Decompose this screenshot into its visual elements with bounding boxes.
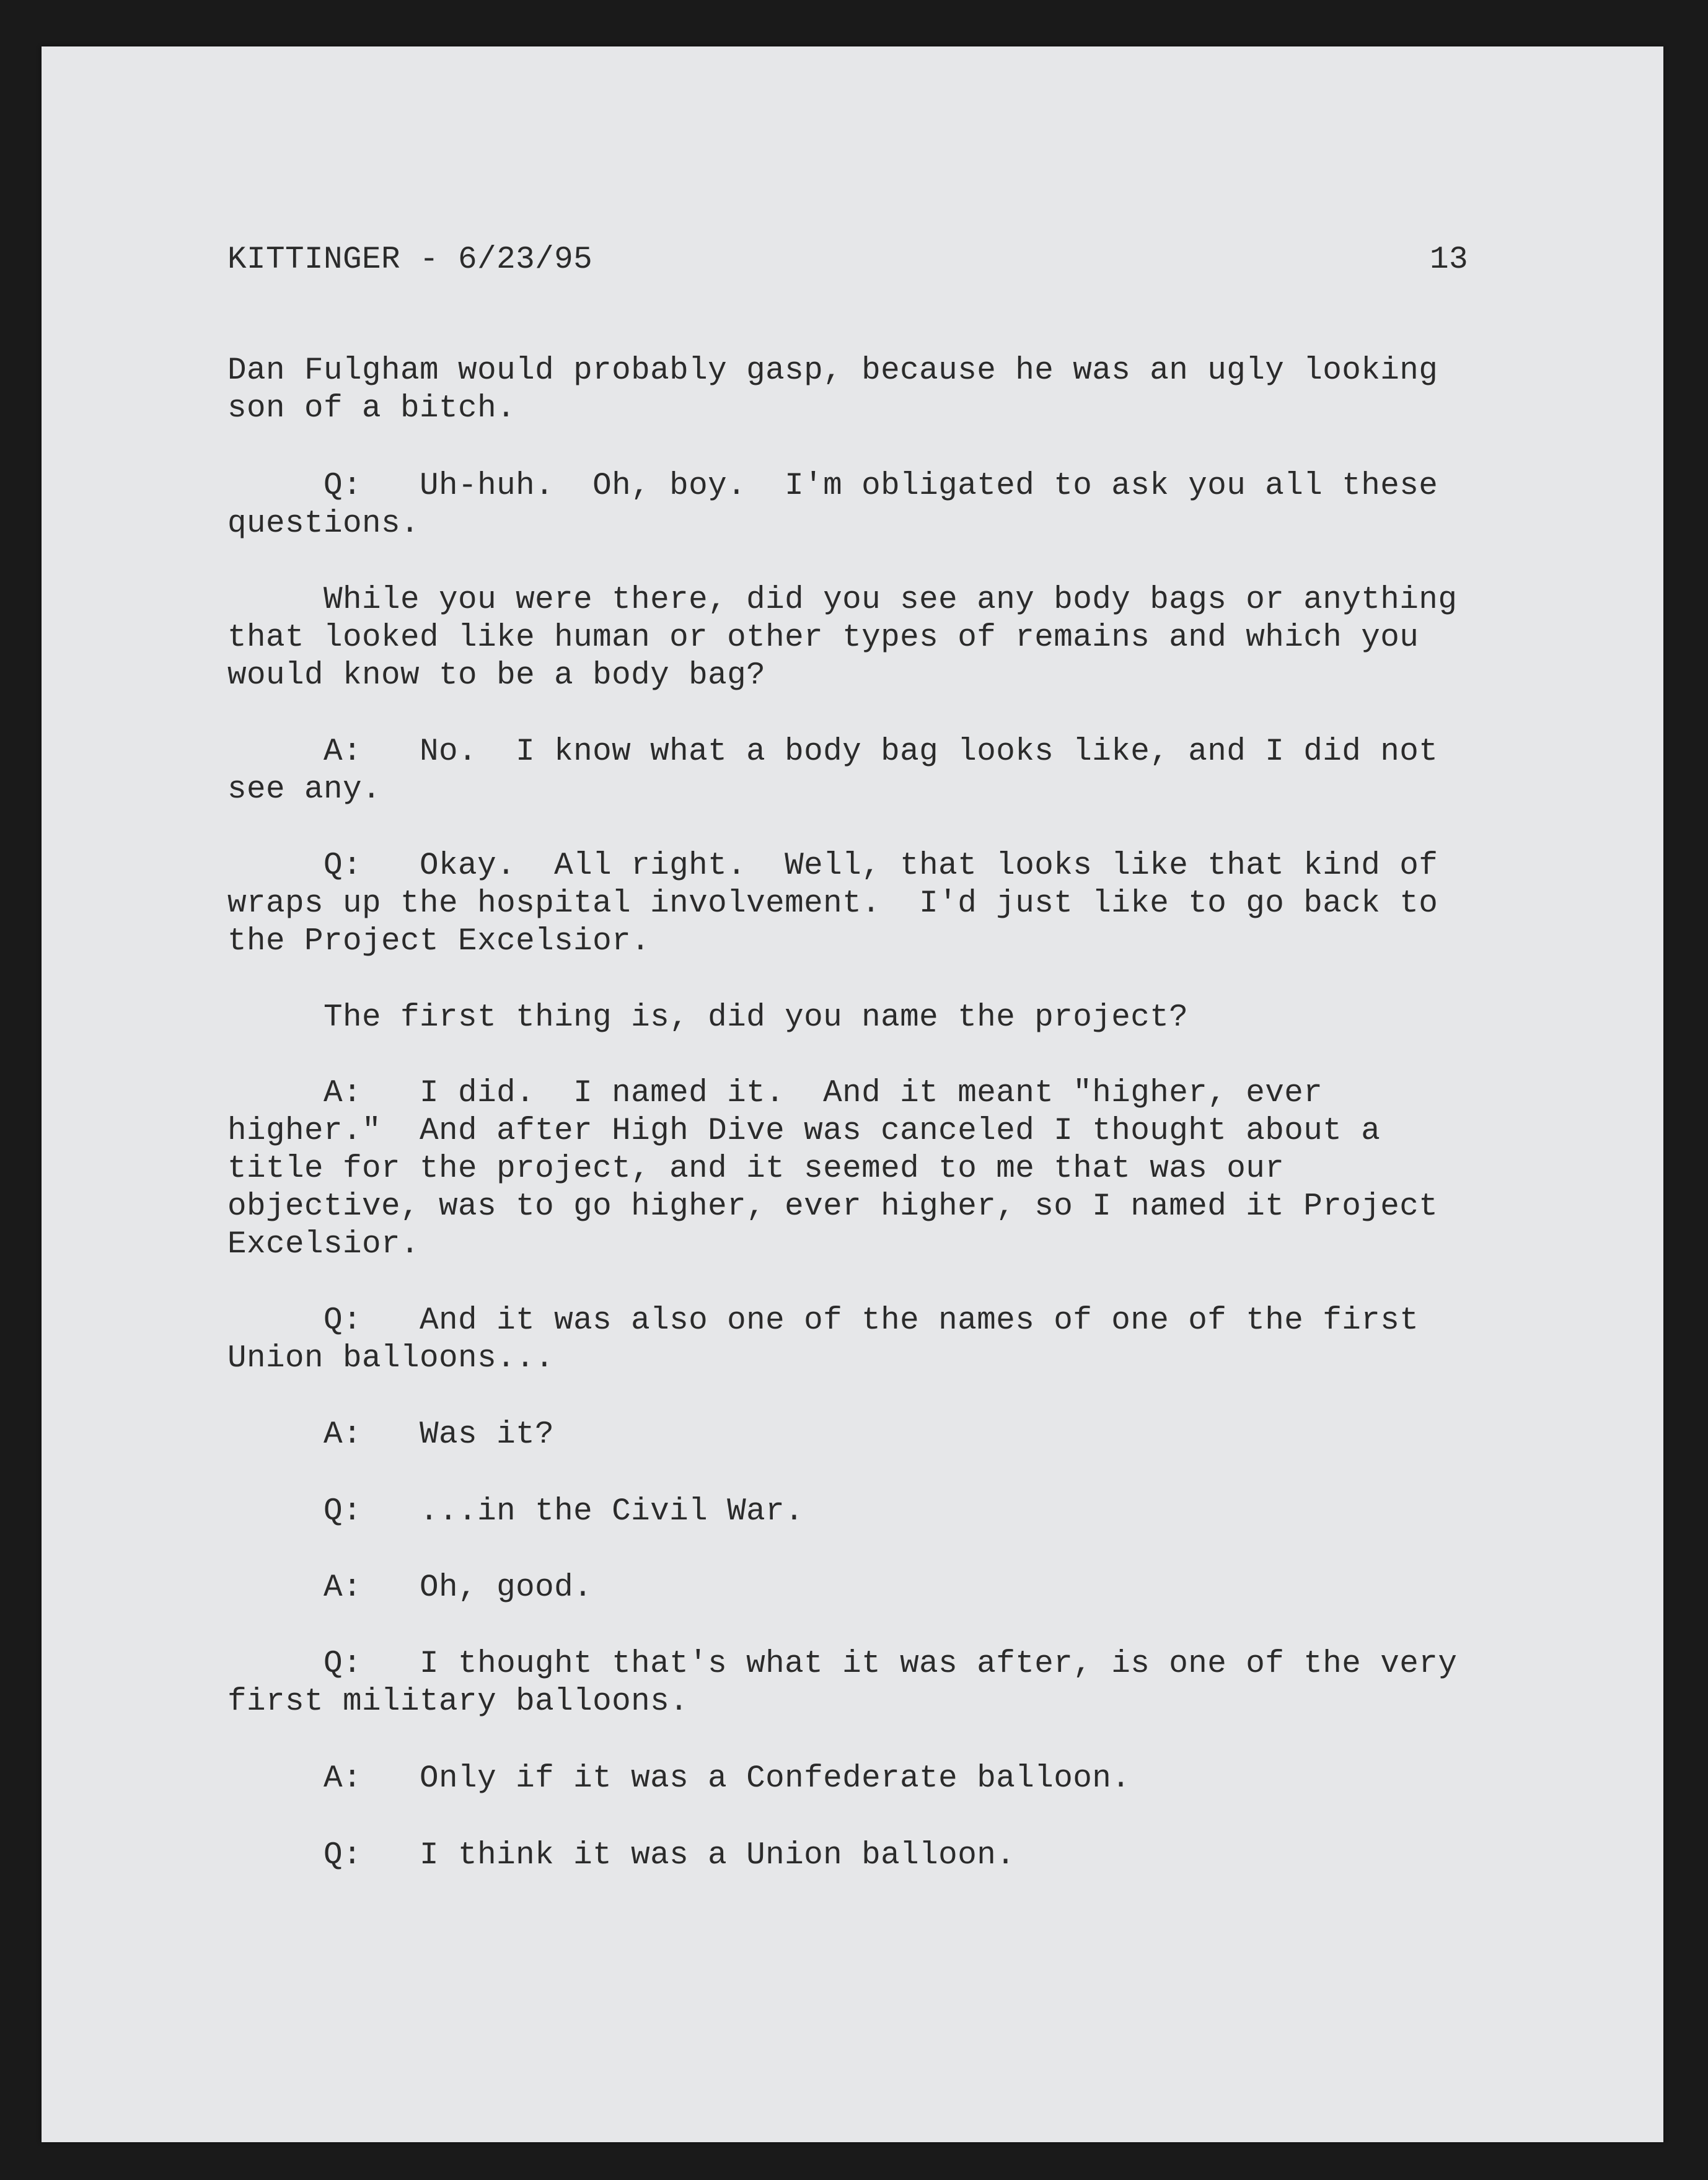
text-line: the Project Excelsior. — [227, 924, 651, 959]
text-line: see any. — [227, 772, 382, 807]
page-number: 13 — [1430, 242, 1469, 278]
text-line: Q: I thought that's what it was after, is one of the very — [227, 1646, 1458, 1682]
text-line: Q: ...in the Civil War. — [227, 1494, 804, 1529]
text-line: first military balloons. — [227, 1684, 689, 1720]
text-line: A: No. I know what a body bag looks like, and I did not — [227, 734, 1438, 770]
document-page — [42, 46, 1663, 2142]
text-line: son of a bitch. — [227, 391, 516, 426]
text-line: Q: Uh-huh. Oh, boy. I'm obligated to ask you all these — [227, 468, 1438, 504]
text-line: questions. — [227, 506, 420, 542]
text-line: A: Oh, good. — [227, 1570, 593, 1606]
text-line: Union balloons... — [227, 1341, 555, 1376]
text-line: A: Was it? — [227, 1417, 555, 1453]
text-line: The first thing is, did you name the project? — [227, 1000, 1189, 1035]
text-line: Excelsior. — [227, 1227, 420, 1262]
text-line: wraps up the hospital involvement. I'd just like to go back to — [227, 886, 1438, 921]
text-line: Q: Okay. All right. Well, that looks like that kind of — [227, 848, 1438, 884]
header-title: KITTINGER - 6/23/95 — [227, 242, 593, 278]
text-line: Q: And it was also one of the names of one of the first — [227, 1303, 1419, 1338]
text-line: objective, was to go higher, ever higher, so I named it Project — [227, 1189, 1438, 1224]
text-line: would know to be a body bag? — [227, 658, 766, 693]
text-line: A: Only if it was a Confederate balloon. — [227, 1761, 1131, 1796]
text-line: Dan Fulgham would probably gasp, because he was an ugly looking — [227, 353, 1438, 389]
text-line: Q: I think it was a Union balloon. — [227, 1838, 1016, 1873]
text-line: A: I did. I named it. And it meant "higher, ever — [227, 1076, 1323, 1111]
text-line: title for the project, and it seemed to me that was our — [227, 1151, 1285, 1187]
text-line: higher." And after High Dive was canceled I thought about a — [227, 1114, 1381, 1149]
text-line: that looked like human or other types of remains and which you — [227, 620, 1419, 656]
text-line: While you were there, did you see any body bags or anything — [227, 582, 1458, 618]
